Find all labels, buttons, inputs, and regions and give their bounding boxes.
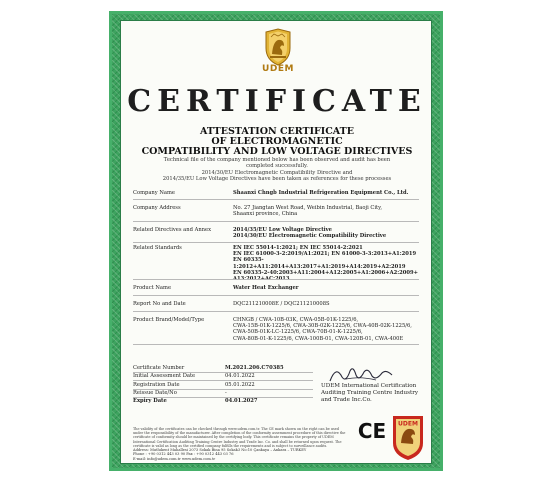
address-line: Address: Mutlukent Mahallesi 2073 Sokak Bina 95 Sokak3 No:10 Çankaya – Ankara – TURKEY [133,448,307,452]
field-value: Shaanxi Chngb Industrial Refrigeration Equipment Co., Ltd. [233,190,409,196]
field-value: M.2021.206.C70385 [225,365,284,371]
field-value [233,317,423,342]
value-line: 2014/35/EU Low Voltage Directive [233,227,332,233]
field-label: Product Name [133,285,172,291]
intro-line: completed successfully. [246,163,308,170]
field-value [233,205,423,217]
ce-mark-text: CE [357,419,387,443]
intro-line: Technical file of the company mentioned below has been observed and audit has been [163,157,391,163]
value-line: A13:2012+AC:2013 [233,276,290,283]
ce-mark-icon [357,419,387,443]
field-label: Initial Assessment Date [133,373,196,379]
field-value: - [225,390,227,396]
value-line: EN 60335-1:2012+A11:2014+A13:2017+A1:2019+A14:2019+A2:2019 [233,257,406,270]
field-label: Reissue Date/No [133,390,177,396]
value-line: CHNGB / CWA-10B-03K, CWA-05B-01K-1225/6, [233,317,359,323]
field-value: 04.01.2022 [225,373,255,379]
logo-brand-text: UDEM [262,64,294,74]
value-line: EN IEC 61000-3-2:2019/A1:2021; EN 61000-3-3:2013+A1:2019 [233,251,417,258]
divider [133,242,419,243]
divider [133,199,419,200]
field-value [233,245,423,282]
field-value: 04.01.2027 [225,398,258,404]
certificate-sheet [120,20,432,464]
field-label: Certificate Number [133,365,185,371]
validity-fine-print: The validity of the certificates can be checked through www.udem.com.tr. The CE mark shown on the right can be used under the responsibility of the manufacturer. After completion of the conformity assessment procedure of this directive the certificate of conformity should be maintained by the certifying body. This certificate remains the property of UDEM International Certification Auditing Training Centre Industry and Trade Inc. Co. and shall be returned upon request. The certificate is valid as long as the certified company fulfills the requirements and is subject to surveillance audits. [133,427,346,448]
field-value: DQC211210008E / DQC211210008S [233,301,330,307]
intro-paragraph [141,157,413,182]
divider [133,295,419,296]
udem-logo [260,28,296,84]
field-value: 05.01.2022 [225,382,255,388]
intro-line: 2014/30/EU Electromagnetic Compatibility Directive and [201,169,353,176]
value-line: CWA-15B-01K-1225/6, CWA-30B-02K-1225/6, CWA-40B-02K-1225/6, [233,323,412,330]
udem-seal-icon [390,413,426,461]
divider [133,380,313,381]
signature [326,363,396,385]
address-line: E-mail: info@udem.com.tr www.udem.com.tr [133,456,216,461]
field-label: Report No and Date [133,301,186,307]
value-line: CWA-80B-01-K-1225/6, CWA-100B-01, CWA-120B-01, CWA-400E [233,335,404,342]
divider [133,221,419,222]
field-label: Product Brand/Model/Type [133,317,205,323]
field-label: Company Name [133,190,175,196]
subtitle-line-1: ATTESTATION CERTIFICATE [200,126,354,137]
certificate-title: CERTIFICATE [127,84,427,119]
value-line: CWA-50B-01K-LC-1225/6, CWA-70B-01-K-1225/6, [233,329,363,336]
issuer-line: and Trade Inc.Co. [321,397,372,403]
issuer-line: Auditing Training Centre Industry [321,390,419,396]
field-value: Water Heat Exchanger [233,285,299,291]
divider [133,311,419,312]
address-line: Phone : +90 0312 443 03 90 Fax : +90 0312 443 03 76 [133,452,234,457]
field-label: Company Address [133,205,181,211]
field-label: Registration Date [133,382,180,388]
field-value [233,227,423,239]
value-line: EN 60335-2-40:2003+A11:2004+A12:2005+A1:2006+A2:2009+ [233,269,418,276]
divider [133,344,419,345]
subtitle-line-3: COMPATIBILITY AND LOW VOLTAGE DIRECTIVES [141,146,413,157]
issuer-line: UDEM International Certification [321,383,417,389]
intro-line: 2014/35/EU Low Voltage Directives have been taken as references for these processes [162,175,392,182]
value-line: No. 27 Jiangtan West Road, Weibin Industrial, Baoji City, [233,205,383,211]
field-label: Related Standards [133,245,182,251]
field-label: Expiry Date [133,398,167,404]
value-line: 2014/30/EU Electromagnetic Compatibility Directive [233,233,387,240]
issuer-block [321,383,425,404]
value-line: Shaanxi province, China [233,211,298,218]
subtitle-line-2: OF ELECTROMAGNETIC [211,136,343,147]
contact-address [133,448,353,461]
divider [133,279,419,280]
field-label: Related Directives and Annex [133,227,212,233]
lion-crest-icon [260,28,296,66]
seal-brand-text: UDEM [398,420,418,428]
value-line: EN IEC 55014-1:2021; EN IEC 55014-2:2021 [233,245,363,251]
